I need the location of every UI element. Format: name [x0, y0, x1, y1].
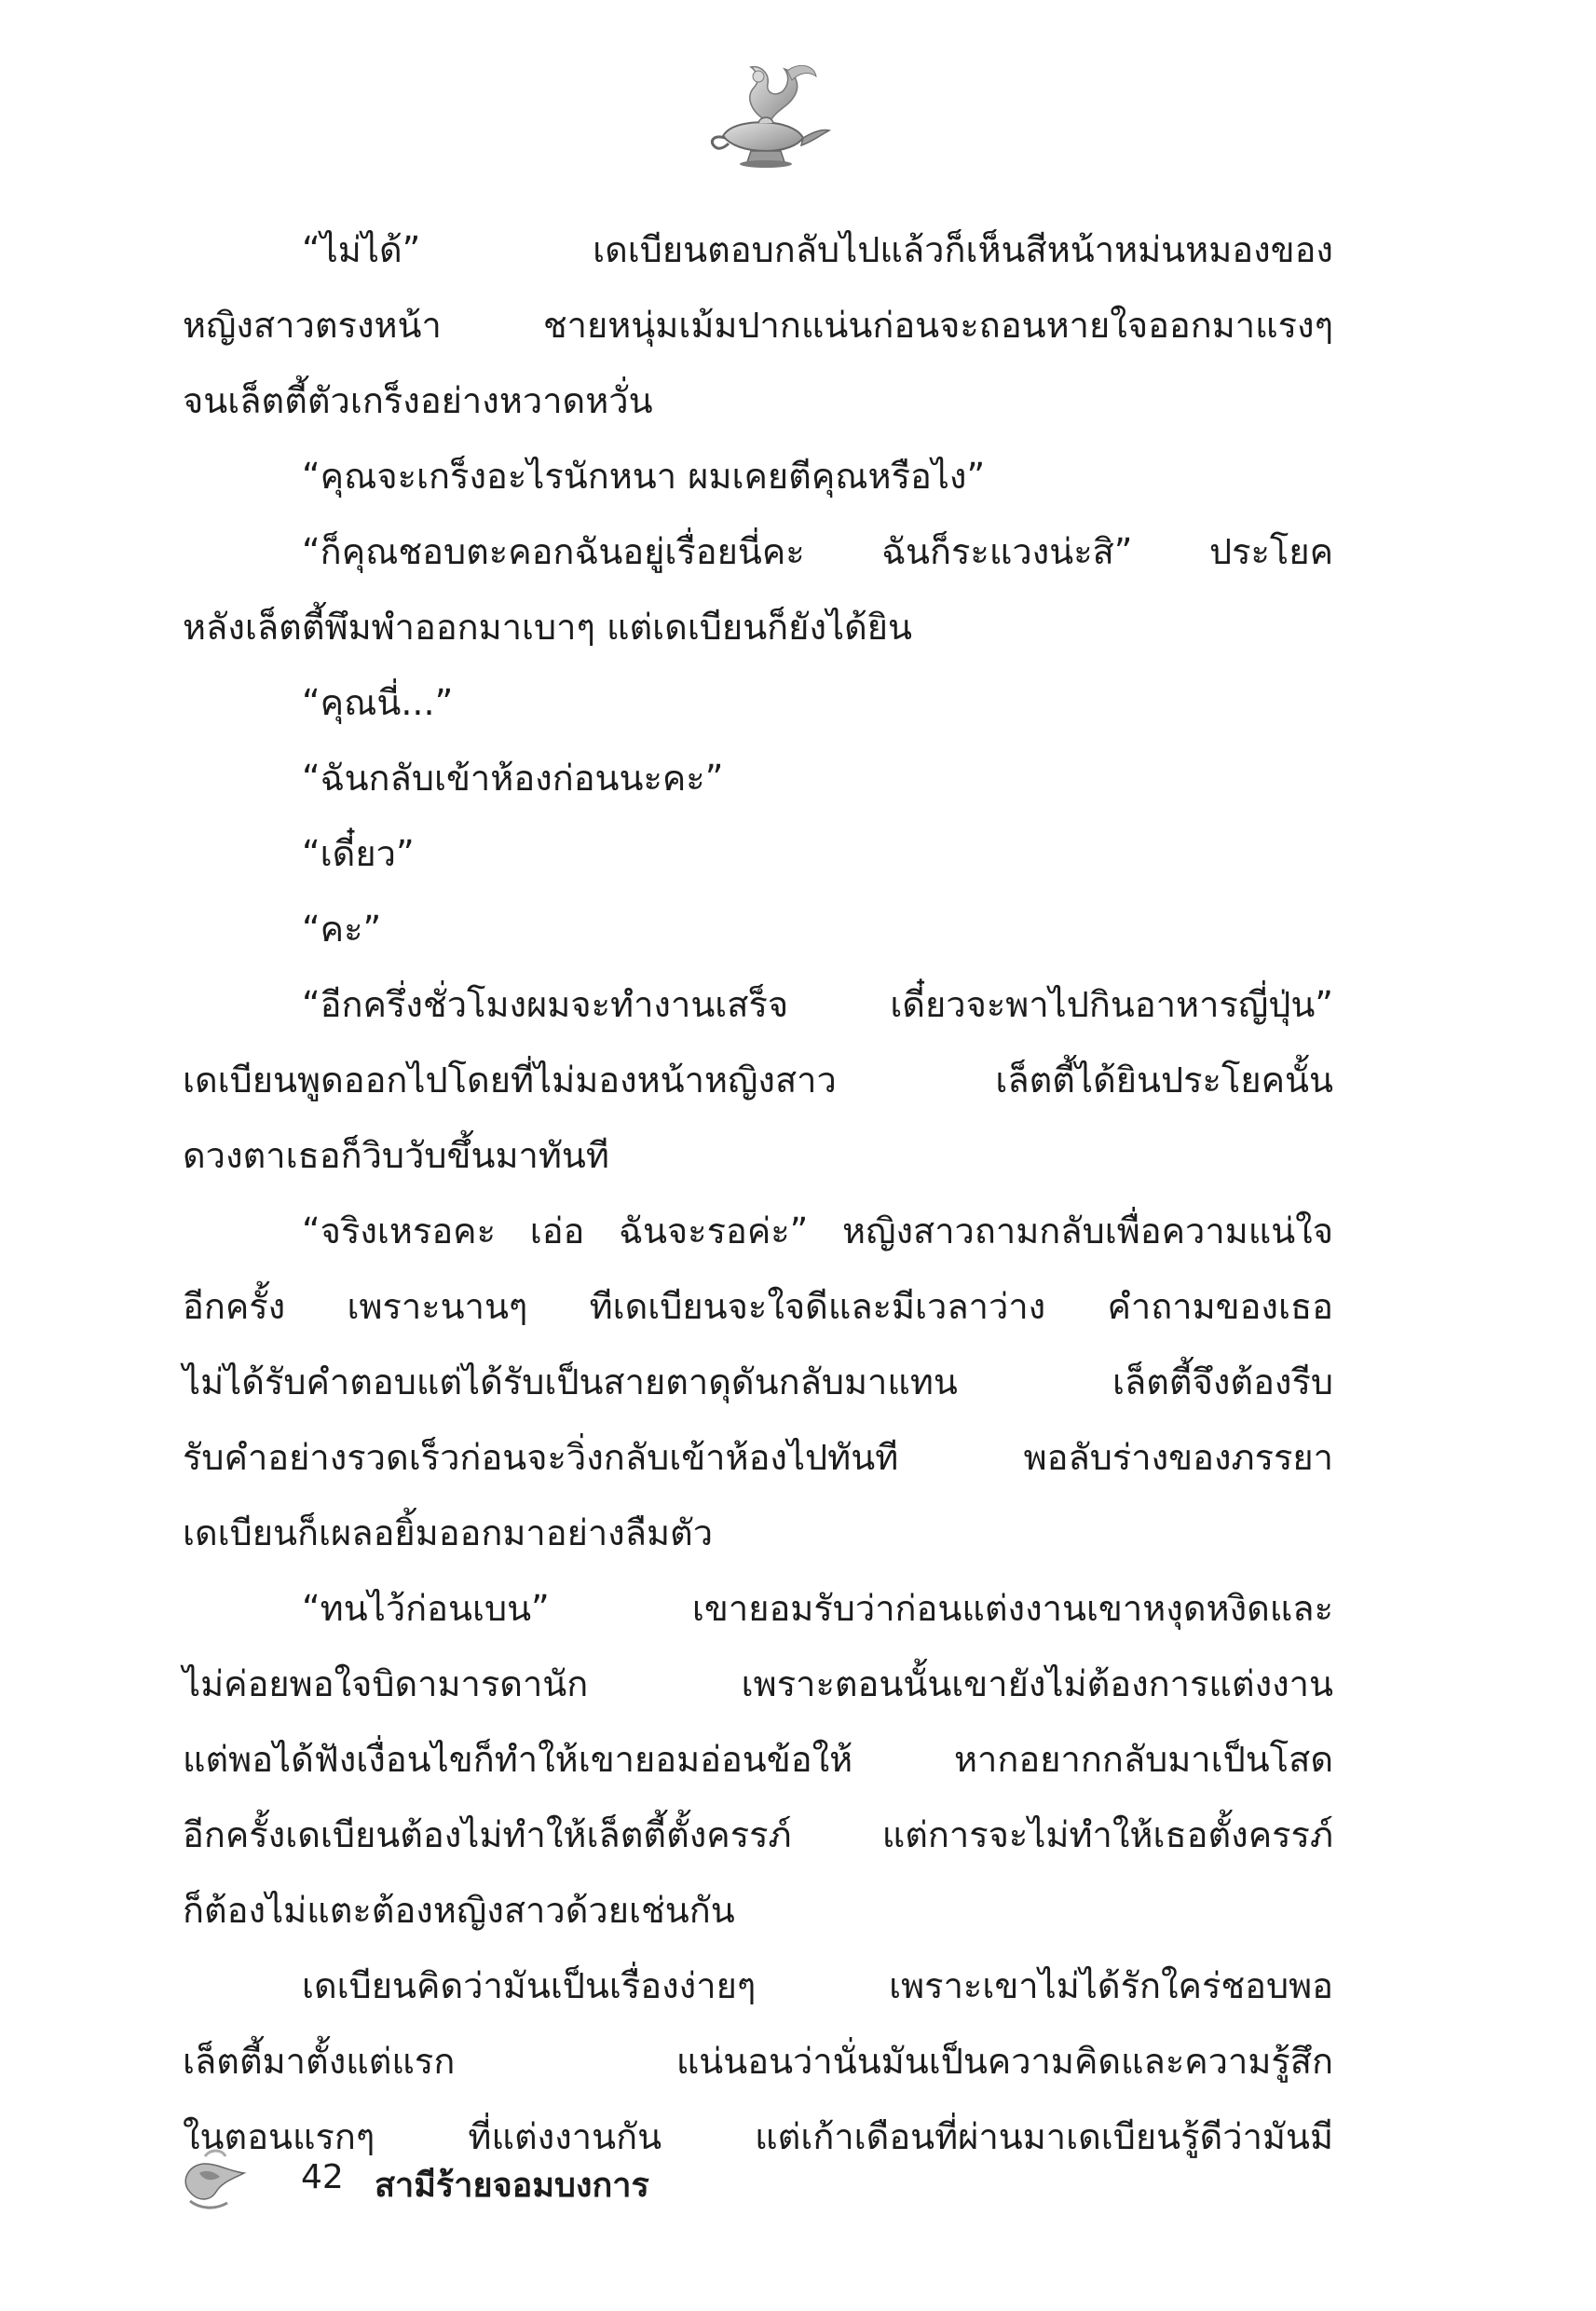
- page-footer: [177, 2136, 829, 2220]
- text-line: ในตอนแรกๆ ที่แต่งงานกัน แต่เก้าเดือนที่ผ่านมาเดเบียนรู้ดีว่ามันมี: [183, 2116, 1333, 2157]
- text-line: เล็ตตี้มาตั้งแต่แรก แน่นอนว่านั่นมันเป็นความคิดและความรู้สึก: [183, 2041, 1333, 2082]
- body-text: [183, 212, 1333, 2175]
- text-line: แต่พอได้ฟังเงื่อนไขก็ทำให้เขายอมอ่อนข้อให้ หากอยากกลับมาเป็นโสด: [183, 1739, 1333, 1780]
- genie-lamp-icon: [699, 54, 834, 171]
- text-line: อีกครั้ง เพราะนานๆ ทีเดเบียนจะใจดีและมีเวลาว่าง คำถามของเธอ: [183, 1286, 1333, 1327]
- text-line: ดวงตาเธอก็วิบวับขึ้นมาทันที: [183, 1135, 609, 1176]
- text-line: เดเบียนก็เผลอยิ้มออกมาอย่างลืมตัว: [183, 1512, 714, 1553]
- text-line: อีกครั้งเดเบียนต้องไม่ทำให้เล็ตตี้ตั้งครรภ์ แต่การจะไม่ทำให้เธอตั้งครรภ์: [183, 1814, 1333, 1855]
- text-line: จนเล็ตตี้ตัวเกร็งอย่างหวาดหวั่น: [183, 380, 653, 421]
- text-line: เดเบียนพูดออกไปโดยที่ไม่มองหน้าหญิงสาว เล็ตตี้ได้ยินประโยคนั้น: [183, 1060, 1333, 1101]
- text-line: “คุณจะเกร็งอะไรนักหนา ผมเคยตีคุณหรือไง”: [302, 456, 986, 497]
- text-line: รับคำอย่างรวดเร็วก่อนจะวิ่งกลับเข้าห้องไปทันที พอลับร่างของภรรยา: [183, 1437, 1333, 1478]
- page-number: 42: [301, 2158, 344, 2196]
- text-line: ไม่ค่อยพอใจบิดามารดานัก เพราะตอนนั้นเขายังไม่ต้องการแต่งงาน: [183, 1663, 1333, 1704]
- text-line: “คุณนี่...”: [302, 682, 454, 723]
- text-line: “อีกครึ่งชั่วโมงผมจะทำงานเสร็จ เดี๋ยวจะพาไปกินอาหารญี่ปุ่น”: [302, 984, 1333, 1025]
- text-line: “จริงเหรอคะ เอ่อ ฉันจะรอค่ะ” หญิงสาวถามกลับเพื่อความแน่ใจ: [302, 1210, 1333, 1251]
- text-line: “ก็คุณชอบตะคอกฉันอยู่เรื่อยนี่คะ ฉันก็ระแวงน่ะสิ” ประโยค: [302, 531, 1333, 572]
- text-line: “เดี๋ยว”: [302, 833, 415, 874]
- text-line: “ไม่ได้” เดเบียนตอบกลับไปแล้วก็เห็นสีหน้าหม่นหมองของ: [302, 229, 1333, 270]
- text-line: “ฉันกลับเข้าห้องก่อนนะคะ”: [302, 758, 724, 799]
- text-line: เดเบียนคิดว่ามันเป็นเรื่องง่ายๆ เพราะเขาไม่ได้รักใคร่ชอบพอ: [302, 1965, 1333, 2006]
- text-line: “ทนไว้ก่อนเบน” เขายอมรับว่าก่อนแต่งงานเขาหงุดหงิดและ: [302, 1588, 1333, 1629]
- text-line: “คะ”: [302, 909, 382, 950]
- genie-smoke-icon: [177, 2136, 261, 2220]
- text-line: ก็ต้องไม่แตะต้องหญิงสาวด้วยเช่นกัน: [183, 1890, 735, 1931]
- text-line: หลังเล็ตตี้พึมพำออกมาเบาๆ แต่เดเบียนก็ยังได้ยิน: [183, 607, 913, 648]
- text-line: ไม่ได้รับคำตอบแต่ได้รับเป็นสายตาดุดันกลับมาแทน เล็ตตี้จึงต้องรีบ: [183, 1361, 1333, 1402]
- book-title: สามีร้ายจอมบงการ: [375, 2167, 649, 2205]
- text-line: หญิงสาวตรงหน้า ชายหนุ่มเม้มปากแน่นก่อนจะถอนหายใจออกมาแรงๆ: [183, 305, 1333, 346]
